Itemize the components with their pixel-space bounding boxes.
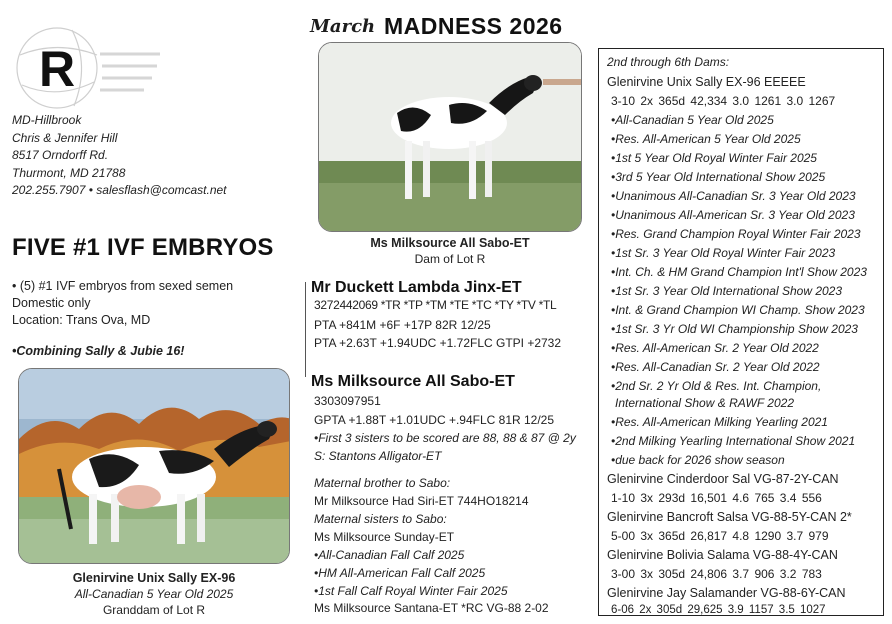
sire-name: Mr Duckett Lambda Jinx-ET — [311, 279, 522, 296]
sister-award: •All-Canadian Fall Calf 2025 — [314, 548, 465, 562]
offer-title: FIVE #1 IVF EMBRYOS — [12, 234, 274, 261]
dam-gpta: GPTA +1.88T +1.01UDC +.94FLC 81R 12/25 — [314, 413, 555, 427]
award-line: •2nd Sr. 2 Yr Old & Res. Int. Champion, — [611, 379, 822, 393]
award-line: •Unanimous All-American Sr. 3 Year Old 2023 — [611, 208, 855, 222]
award-line: •1st 5 Year Old Royal Winter Fair 2025 — [611, 151, 817, 165]
dam-2-record: 3-10 2x 365d 42,334 3.0 1261 3.0 1267 — [611, 94, 836, 108]
dam-sire: S: Stantons Alligator-ET — [314, 449, 442, 463]
award-line: •1st Sr. 3 Year Old International Show 2023 — [611, 284, 843, 298]
sister-award: •1st Fall Calf Royal Winter Fair 2025 — [314, 584, 508, 598]
award-line: •1st Sr. 3 Year Old Royal Winter Fair 2023 — [611, 246, 836, 260]
dam-3-name: Glenirvine Cinderdoor Sal VG-87-2Y-CAN — [607, 472, 839, 486]
award-line: •All-Canadian 5 Year Old 2025 — [611, 113, 774, 127]
lot-letter-logo — [12, 20, 162, 115]
award-line: •Int. Ch. & HM Grand Champion Int'l Show 2023 — [611, 265, 867, 279]
award-line: •3rd 5 Year Old International Show 2025 — [611, 170, 826, 184]
contact-phone-email: 202.255.7907 • salesflash@comcast.net — [12, 183, 227, 197]
award-line: •due back for 2026 show season — [611, 453, 785, 467]
sire-pta-production: PTA +841M +6F +17P 82R 12/25 — [314, 318, 491, 332]
dam-name: Ms Milksource All Sabo-ET — [311, 373, 515, 390]
dam-note: •First 3 sisters to be scored are 88, 88 & 87 @ 2y — [314, 431, 576, 445]
award-line: •Unanimous All-Canadian Sr. 3 Year Old 2023 — [611, 189, 856, 203]
pedigree-heading: 2nd through 6th Dams: — [607, 55, 730, 69]
offer-note: •Combining Sally & Jubie 16! — [12, 344, 185, 358]
sabo-relation: Dam of Lot R — [414, 252, 486, 266]
dam-4-name: Glenirvine Bancroft Salsa VG-88-5Y-CAN 2* — [607, 510, 852, 524]
award-line: •Res. Grand Champion Royal Winter Fair 2023 — [611, 227, 861, 241]
sabo-caption — [318, 235, 582, 267]
dam-3-record: 1-10 3x 293d 16,501 4.6 765 3.4 556 — [611, 491, 822, 505]
sally-name: Glenirvine Unix Sally EX-96 — [72, 571, 236, 585]
sire-pta-type: PTA +2.63T +1.94UDC +1.72FLC GTPI +2732 — [314, 336, 562, 350]
logo-letter: R — [38, 41, 76, 97]
award-line: •2nd Milking Yearling International Show 2021 — [611, 434, 856, 448]
sally-caption — [18, 570, 290, 618]
offer-bullet: Domestic only — [12, 296, 91, 310]
sister-award: •HM All-American Fall Calf 2025 — [314, 566, 486, 580]
divider-line — [305, 282, 306, 377]
sire-id-traits: 3272442069 *TR *TP *TM *TE *TC *TY *TV *TL — [314, 298, 557, 312]
basketball-lot-logo — [12, 20, 162, 115]
contact-street: 8517 Orndorff Rd. — [12, 148, 109, 162]
maternal-sisters-label: Maternal sisters to Sabo: — [314, 512, 447, 526]
contact-names: Chris & Jennifer Hill — [12, 130, 118, 145]
dam-2-name: Glenirvine Unix Sally EX-96 EEEEE — [607, 75, 806, 89]
header-script-word: March — [310, 16, 376, 37]
award-line: •1st Sr. 3 Yr Old WI Championship Show 2023 — [611, 322, 858, 336]
offer-bullet: Location: Trans Ova, MD — [12, 313, 151, 327]
contact-farm: MD-Hillbrook — [12, 113, 82, 127]
sally-photo — [18, 368, 290, 564]
dam-6-name: Glenirvine Jay Salamander VG-88-6Y-CAN — [607, 586, 846, 600]
sister-name: Ms Milksource Santana-ET *RC VG-88 2-02 — [314, 601, 549, 615]
dam-5-record: 3-00 3x 305d 24,806 3.7 906 3.2 783 — [611, 567, 822, 581]
award-line: •Int. & Grand Champion WI Champ. Show 2023 — [611, 303, 865, 317]
award-line: •Res. All-American Milking Yearling 2021 — [611, 415, 828, 429]
heifer-photo-illustration — [319, 43, 582, 232]
offer-bullet: • (5) #1 IVF embryos from sexed semen — [12, 279, 234, 293]
page-header — [308, 10, 598, 44]
contact-city: Thurmont, MD 21788 — [12, 165, 126, 180]
award-line: •Res. All-Canadian Sr. 2 Year Old 2022 — [611, 360, 820, 374]
award-line: •Res. All-American 5 Year Old 2025 — [611, 132, 801, 146]
dam-6-record: 6-06 2x 305d 29,625 3.9 1157 3.5 1027 — [611, 604, 826, 616]
sally-relation: Granddam of Lot R — [102, 603, 206, 617]
award-line: •Res. All-American Sr. 2 Year Old 2022 — [611, 341, 819, 355]
dam-4-record: 5-00 3x 365d 26,817 4.8 1290 3.7 979 — [611, 529, 829, 543]
header-title: MADNESS 2026 — [384, 13, 563, 39]
pedigree-box — [598, 48, 884, 616]
offer-details — [12, 278, 233, 329]
sally-subtitle: All-Canadian 5 Year Old 2025 — [74, 587, 234, 601]
contact-block — [12, 112, 227, 200]
dam-5-name: Glenirvine Bolivia Salama VG-88-4Y-CAN — [607, 548, 838, 562]
cow-photo-illustration — [19, 369, 290, 564]
sister-name: Ms Milksource Sunday-ET — [314, 530, 455, 544]
dam-id: 3303097951 — [314, 394, 381, 408]
maternal-brother: Mr Milksource Had Siri-ET 744HO18214 — [314, 494, 529, 508]
sabo-photo — [318, 42, 582, 232]
award-line: International Show & RAWF 2022 — [615, 396, 794, 410]
sabo-name: Ms Milksource All Sabo-ET — [370, 236, 530, 250]
maternal-brother-label: Maternal brother to Sabo: — [314, 476, 451, 490]
